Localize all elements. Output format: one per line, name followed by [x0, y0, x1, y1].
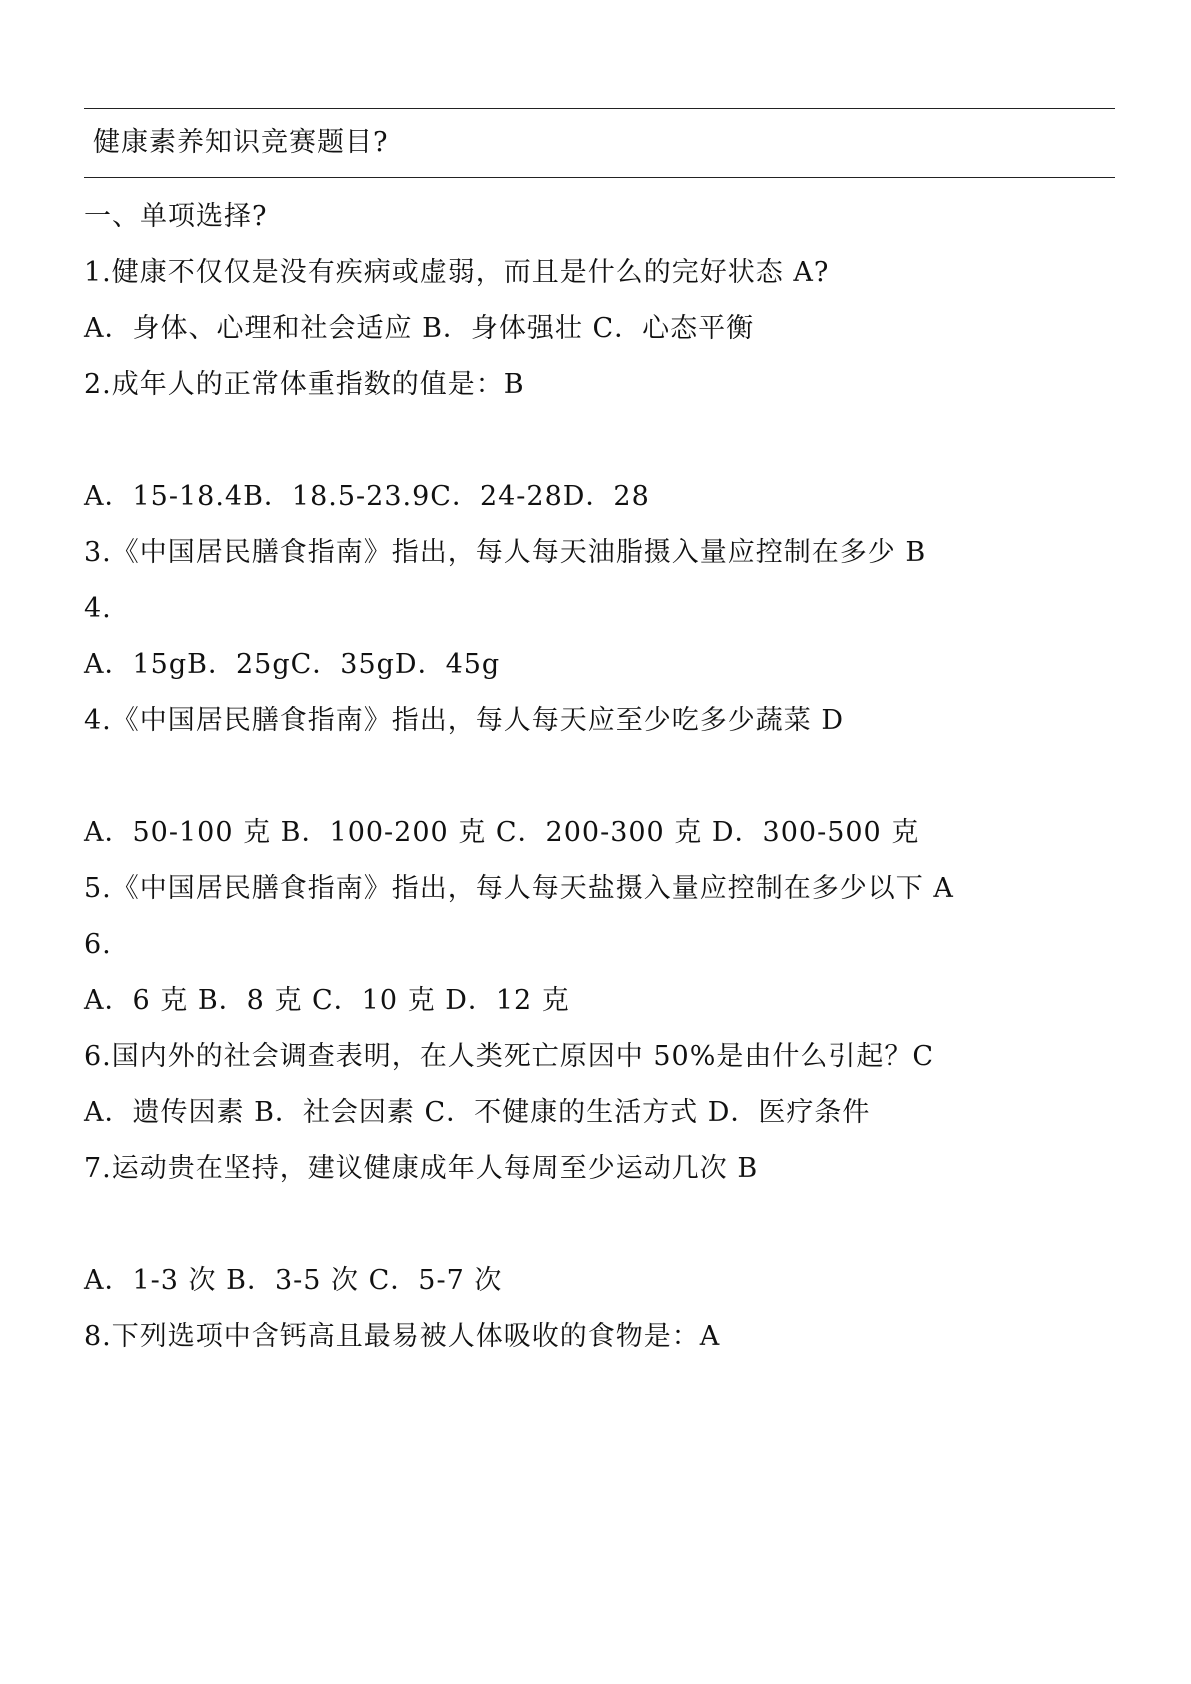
question-3-options: A．15gB．25gC．35gD．45g: [84, 649, 501, 680]
question-6-options: A．遗传因素 B．社会因素 C．不健康的生活方式 D．医疗条件: [84, 1097, 871, 1128]
question-5-options: A．6 克 B．8 克 C．10 克 D．12 克: [84, 985, 570, 1016]
question-7: 7.运动贵在坚持，建议健康成年人每周至少运动几次 B: [84, 1153, 759, 1184]
section-heading: 一、单项选择?: [84, 201, 268, 232]
question-1: 1.健康不仅仅是没有疾病或虚弱，而且是什么的完好状态 A?: [84, 257, 830, 288]
question-5-continuation: 6.: [84, 929, 112, 960]
question-4: 4.《中国居民膳食指南》指出，每人每天应至少吃多少蔬菜 D: [84, 705, 844, 736]
question-3: 3.《中国居民膳食指南》指出，每人每天油脂摄入量应控制在多少 B: [84, 537, 927, 568]
document-title: 健康素养知识竞赛题目?: [93, 127, 389, 158]
question-8: 8.下列选项中含钙高且最易被人体吸收的食物是：A: [84, 1321, 721, 1352]
question-6: 6.国内外的社会调查表明，在人类死亡原因中 50%是由什么引起？C: [84, 1041, 935, 1072]
question-4-options: A．50-100 克 B．100-200 克 C．200-300 克 D．300-500 克: [84, 817, 920, 848]
question-7-options: A．1-3 次 B．3-5 次 C．5-7 次: [84, 1265, 503, 1296]
header-rule-top: [84, 108, 1115, 109]
question-2: 2.成年人的正常体重指数的值是：B: [84, 369, 525, 400]
question-1-options: A．身体、心理和社会适应 B．身体强壮 C．心态平衡: [84, 313, 755, 344]
header-rule-bottom: [84, 177, 1115, 178]
question-2-options: A．15-18.4B．18.5-23.9C．24-28D．28: [84, 481, 650, 512]
question-3-continuation: 4.: [84, 593, 112, 624]
question-5: 5.《中国居民膳食指南》指出，每人每天盐摄入量应控制在多少以下 A: [84, 873, 954, 904]
